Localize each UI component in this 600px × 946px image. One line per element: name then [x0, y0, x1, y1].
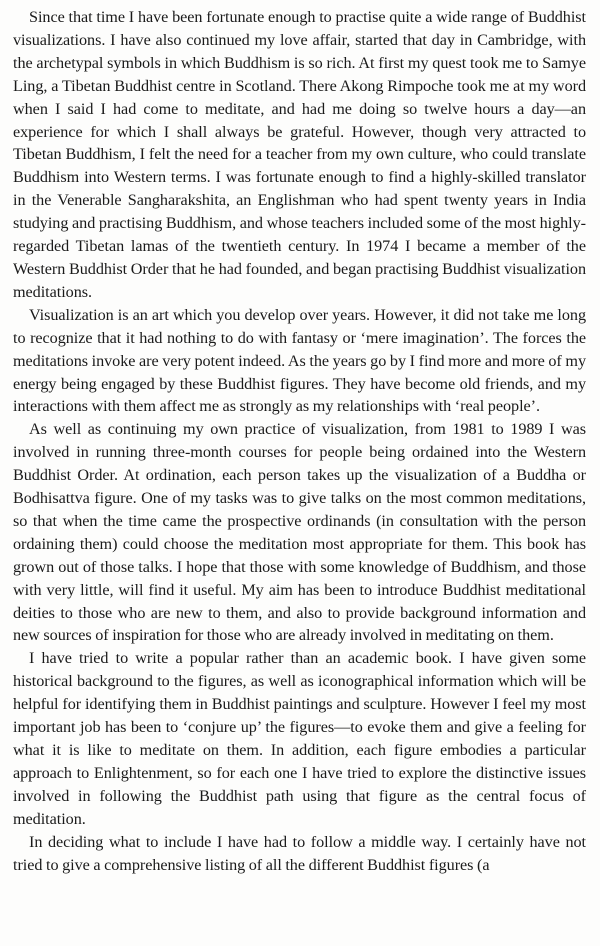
paragraph-2: Visualization is an art which you develop over years. However, it did not take me long to recognize that it had nothing to do with fantasy or ‘mere imagination’. The forces the meditations invoke are very potent indeed. As the years go by I find more and more of my energy being engaged by these Buddhist figures. They have become old friends, and my interactions with them affect me as strongly as my relationships with ‘real people’. — [13, 305, 586, 416]
paragraph-4: I have tried to write a popular rather than an academic book. I have given some historical background to the figures, as well as iconographical information which will be helpful for identifying them in Buddhist paintings and sculpture. However I feel my most important job has been to ‘conjure up’ the figures—to evoke them and give a feeling for what it is like to meditate on them. In addition, each figure embodies a particular approach to Enlightenment, so for each one I have tried to explore the distinctive issues involved in following the Buddhist path using that figure as the central focus of meditation. — [13, 649, 586, 828]
paragraph-3: As well as continuing my own practice of visualization, from 1981 to 1989 I was involved in running three-month courses for people being ordained into the Western Buddhist Order. At ordination, each person takes up the visualization of a Buddha or Bodhisattva figure. One of my tasks was to give talks on the most common meditations, so that when the time came the prospective ordinands (in consultation with the person ordaining them) could choose the meditation most appropriate for them. This book has grown out of those talks. I hope that those with some knowledge of Buddhism, and those with very little, will find it useful. My aim has been to introduce Buddhist meditational deities to those who are new to them, and also to provide background information and new sources of inspiration for those who are already involved in meditating on them. — [13, 420, 586, 645]
paragraph-5: In deciding what to include I have had to follow a middle way. I certainly have not tried to give a comprehensive listing of all the different Buddhist figures (a — [13, 832, 586, 874]
paragraph-1: Since that time I have been fortunate enough to practise quite a wide range of Buddhist visualizations. I have also continued my love affair, started that day in Cambridge, with the archetypal symbols in which Buddhism is so rich. At first my quest took me to Samye Ling, a Tibetan Buddhist centre in Scotland. There Akong Rimpoche took me at my word when I said I had come to meditate, and had me doing so twelve hours a day—an experience for which I shall always be grateful. However, though very attracted to Tibetan Buddhism, I felt the need for a teacher from my own culture, who could translate Buddhism into Western terms. I was fortunate enough to find a highly-skilled translator in the Venerable Sangharakshita, an Englishman who had spent twenty years in India studying and practising Buddhism, and whose teachers included some of the most highly-regarded Tibetan lamas of the twentieth century. In 1974 I became a member of the Western Buddhist Order that he had founded, and began practising Buddhist visualization meditations. — [13, 8, 586, 301]
